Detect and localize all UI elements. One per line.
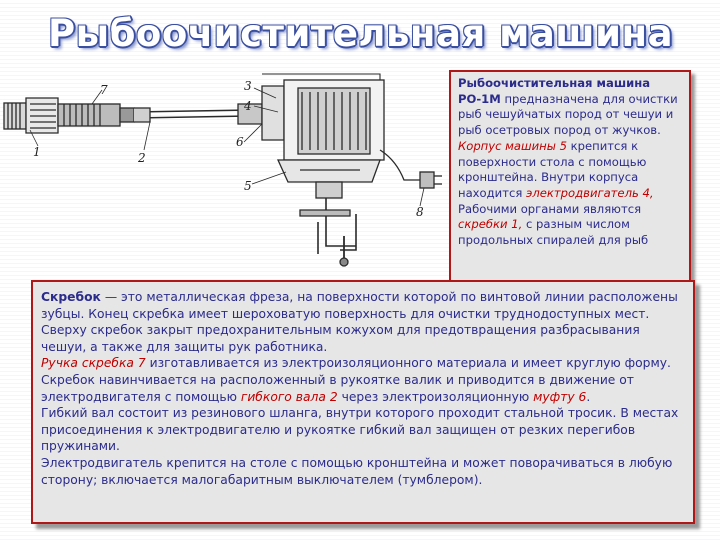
callout-4: 4 (244, 99, 252, 113)
flexible-shaft-2 (134, 104, 262, 124)
callout-7: 7 (100, 83, 108, 97)
machine-diagram (0, 70, 450, 285)
callout-6: 6 (236, 135, 244, 149)
motor-paragraph: Электродвигатель крепится на столе с помощью кронштейна и может поворачиваться в любую сторону; включается малогабаритным выключателем (тумблером). (41, 455, 673, 487)
machine-name: Рыбоочистительная машина РО-1М (458, 76, 651, 106)
housing-term: Корпус машины 5 (458, 138, 567, 153)
scraper-term: Скребок (41, 290, 101, 304)
page-title: Рыбоочистительная машина (48, 12, 674, 55)
callout-8: 8 (416, 205, 424, 219)
machine-drawing (4, 74, 442, 266)
machine-description-text: Рыбоочистительная машина РО-1М предназначена для очистки рыб чешуйчатых пород от чешуи и рыб осетровых пород от жучков. Корпус машины 5 крепится к поверхности стола с помощью кронштейна. Внутри корпуса находится электродвигатель 4, Рабочими органами являются скребки 1, с разным числом продольных спиралей для рыб (458, 76, 678, 248)
shaft-paragraph: Гибкий вал состоит из резинового шланга, внутри которого проходит стальной тросик. В местах присоединения к электродвигателю и рукоятке гибкий вал защищен от резких перегибов пружинами. (41, 406, 679, 454)
motor-housing-5 (262, 74, 384, 182)
machine-description-panel (449, 70, 691, 312)
scrapers-term: скребки 1, (458, 217, 523, 232)
cable-plug-8 (380, 150, 442, 188)
scraper-head (4, 98, 58, 133)
handle-7 (58, 104, 134, 126)
callout-1: 1 (33, 145, 41, 159)
callout-5: 5 (244, 179, 252, 193)
callout-2: 2 (138, 151, 146, 165)
handle-paragraph: Ручка скребка 7 изготавливается из электроизоляционного материала и имеет круглую форму. Скребок навинчивается на расположенный в рукоятке валик и приводится в движение от электродвигателя с помощью гибкого вала 2 через электроизоляционную муфту 6. (41, 356, 671, 404)
motor-term: электродвигатель 4, (525, 185, 654, 200)
bracket (300, 182, 356, 266)
handle-term: Ручка скребка 7 (41, 356, 146, 371)
scraper-paragraph: Скребок — это металлическая фреза, на поверхности которой по винтовой линии расположены зубцы. Конец скребка имеет шероховатую поверхность для очистки труднодоступных мест. Сверху скребок закрыт предохранительным кожухом для предотвращения разбрасывания чешуи, а также для защиты рук работника. (41, 290, 678, 354)
shaft-term: гибкого вала 2 (240, 389, 338, 404)
coupling-term: муфту 6 (533, 389, 587, 404)
callout-3: 3 (244, 79, 252, 93)
scraper-description-panel (31, 280, 695, 524)
